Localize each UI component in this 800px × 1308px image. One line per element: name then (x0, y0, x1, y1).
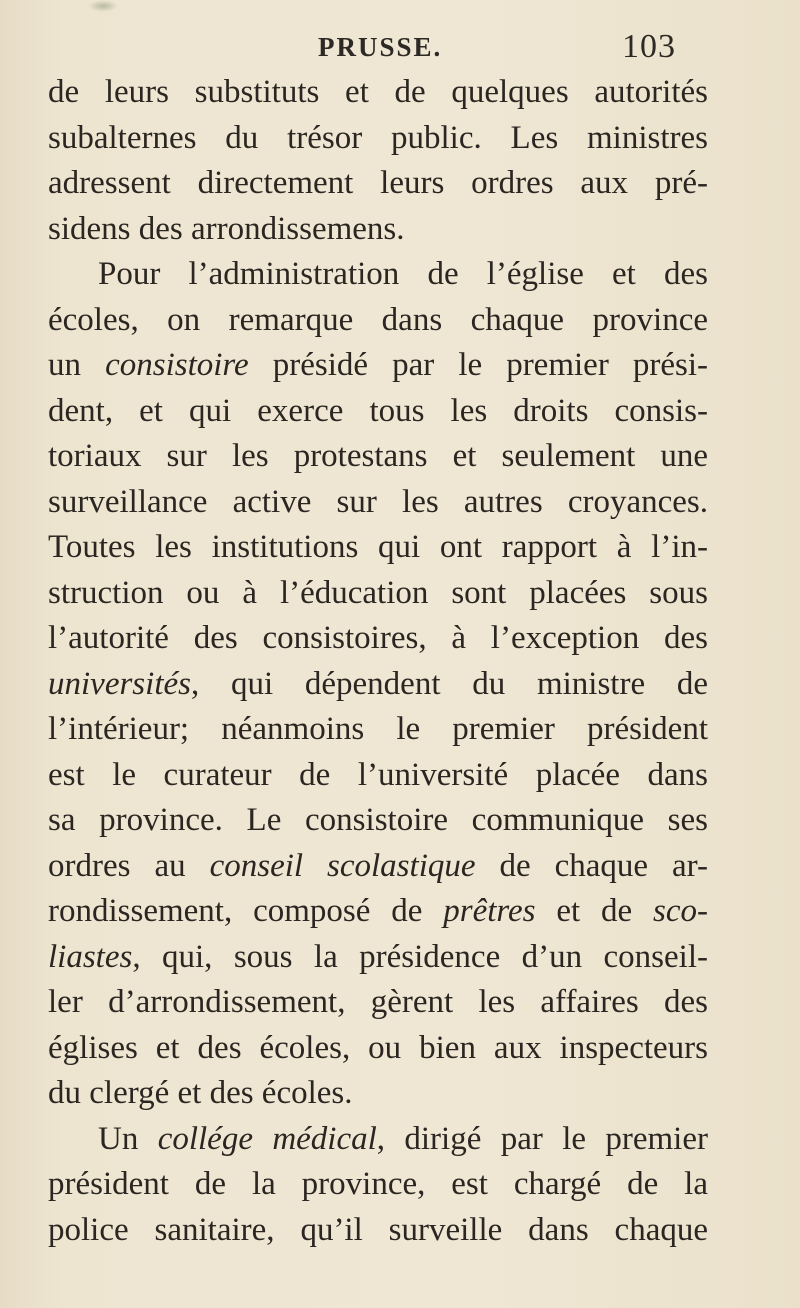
italic-phrase: conseil scolastique (209, 847, 476, 884)
italic-phrase: universités (48, 665, 191, 702)
text-run: struction ou à l’éducation sont placées sous (48, 574, 708, 611)
text-run: écoles, on remarque dans chaque province (48, 301, 708, 338)
text-line (48, 889, 708, 935)
text-line (48, 116, 708, 162)
text-run: sidens des arrondissemens. (48, 210, 405, 247)
italic-phrase: sco- (653, 893, 708, 929)
text-run: est le curateur de l’université placée dans (48, 756, 708, 793)
italic-phrase: prêtres (443, 893, 536, 929)
text-line (48, 980, 708, 1026)
text-line (48, 1117, 708, 1163)
text-line (48, 207, 708, 253)
text-run: présidé par le premier prési- (248, 347, 709, 383)
text-line (48, 1026, 708, 1072)
text-run: dent, et qui exerce tous les droits consis- (48, 392, 708, 429)
text-line (48, 343, 708, 389)
text-line (48, 525, 708, 571)
text-line (48, 389, 708, 435)
italic-phrase: collége médical (157, 1120, 377, 1157)
text-run: , dirigé par le premier (376, 1120, 708, 1157)
text-run: du clergé et des écoles. (48, 1075, 353, 1111)
text-run: Un (98, 1120, 158, 1157)
text-line (48, 434, 708, 480)
text-run: de chaque ar- (475, 847, 708, 884)
text-line (48, 707, 708, 753)
text-run: églises et des écoles, ou bien aux inspecteurs (48, 1029, 708, 1066)
text-line (48, 662, 708, 708)
text-line (48, 161, 708, 207)
text-run: et de (535, 893, 654, 929)
text-run: subalternes du trésor public. Les ministres (48, 119, 708, 156)
italic-phrase: liastes (48, 938, 133, 975)
running-title: PRUSSE. (318, 32, 443, 62)
text-run: Pour l’administration de l’église et des (98, 256, 708, 292)
text-run: adressent directement leurs ordres aux pré- (48, 165, 708, 201)
text-line (48, 571, 708, 617)
text-run: police sanitaire, qu’il surveille dans chaque (48, 1211, 708, 1248)
text-run: surveillance active sur les autres croyances. (48, 483, 708, 520)
text-line (48, 480, 708, 526)
text-line (48, 298, 708, 344)
text-run: ordres au (48, 847, 210, 884)
text-run: l’autorité des consistoires, à l’exception des (48, 620, 708, 656)
text-line (48, 616, 708, 662)
text-line (48, 1071, 708, 1117)
text-run: l’intérieur; néanmoins le premier président (48, 711, 708, 747)
body-text (48, 70, 708, 1253)
ink-smudge (88, 0, 118, 12)
text-run: sa province. Le consistoire communique ses (48, 802, 708, 838)
text-run: , qui dépendent du ministre de (190, 665, 708, 702)
text-line (48, 753, 708, 799)
text-line (48, 844, 708, 890)
text-run: , qui, sous la présidence d’un conseil- (132, 938, 708, 975)
text-line (48, 798, 708, 844)
text-line (48, 70, 708, 116)
text-run: un (48, 347, 106, 383)
text-line (48, 1162, 708, 1208)
running-head (0, 26, 800, 66)
text-line (48, 1208, 708, 1254)
page-number: 103 (622, 28, 676, 65)
text-run: toriaux sur les protestans et seulement une (48, 438, 708, 474)
text-run: président de la province, est chargé de la (48, 1166, 708, 1202)
text-run: rondissement, composé de (48, 893, 444, 929)
italic-phrase: consistoire (105, 347, 249, 383)
text-run: Toutes les institutions qui ont rapport à l’in- (48, 529, 708, 565)
text-line (48, 935, 708, 981)
text-run: ler d’arrondissement, gèrent les affaires des (48, 984, 708, 1020)
text-line (48, 252, 708, 298)
text-run: de leurs substituts et de quelques autorités (48, 74, 708, 110)
